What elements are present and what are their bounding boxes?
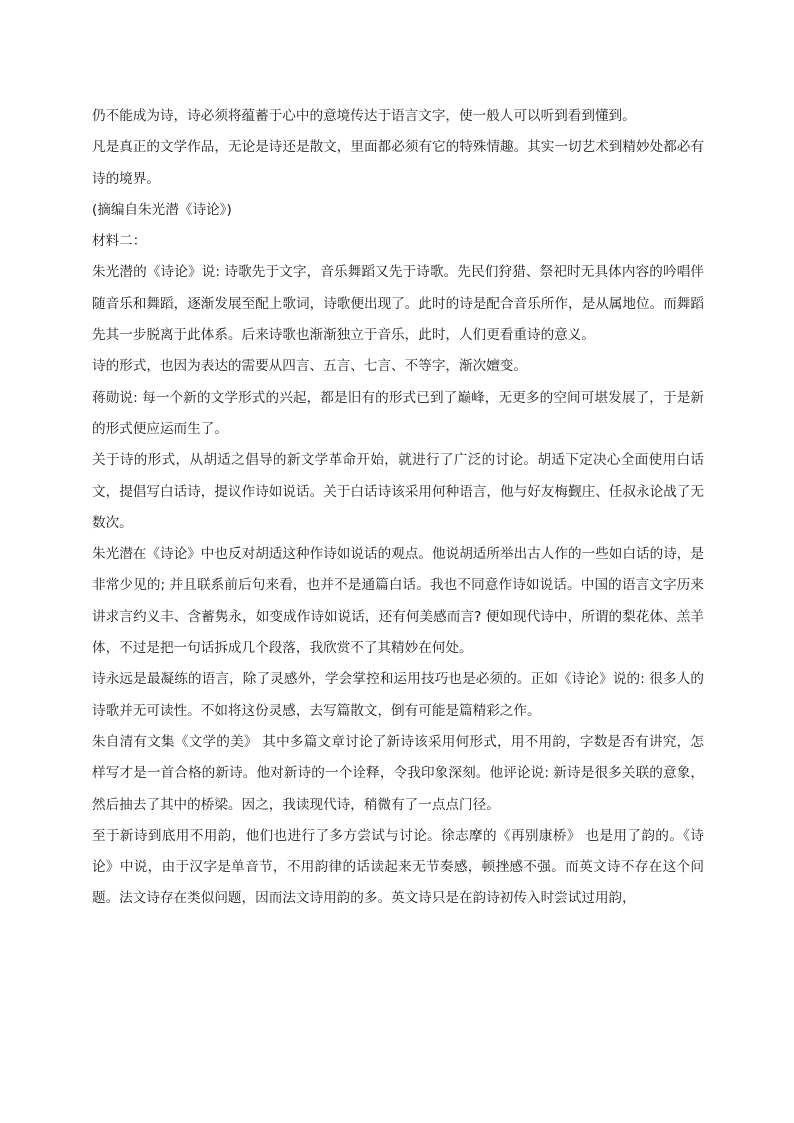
source-citation: (摘编自朱光潜《诗论》) xyxy=(92,201,232,218)
paragraph-jiang-xun-quote: 蒋勋说: 每一个新的文学形式的兴起，都是旧有的形式已到了巅峰，无更多的空间可堪发展了，于是新的形式便应运而生了。 xyxy=(92,389,704,437)
paragraph-poetic-realm: 凡是真正的文学作品，无论是诗还是散文，里面都必须有它的特殊情趣。其实一切艺术到精妙处都必有诗的境界。 xyxy=(92,139,704,187)
paragraph-zhu-guangqian-objection: 朱光潜在《诗论》中也反对胡适这种作诗如说话的观点。他说胡适所举出古人作的一些如白话的诗，是非常少见的; 并且联系前后句来看，也并不是通篇白话。我也不同意作诗如说话。中国的语言文字历来讲求言约义丰、含蓄隽永，如变成作诗如说话，还有何美感而言? 便如现代诗中，所谓的梨花体、羔羊体，不过是把一句话拆成几个段落，我欣赏不了其精妙在何处。 xyxy=(92,546,704,657)
paragraph-zhu-ziqing-new-poetry: 朱自清有文集《文学的美》 其中多篇文章讨论了新诗该采用何形式，用不用韵，字数是否有讲究，怎样写才是一首合格的新诗。他对新诗的一个诠释，令我印象深刻。他评论说: 新诗是很多关联的意象，然后抽去了其中的桥梁。因之，我读现代诗，稍微有了一点点门径。 xyxy=(92,733,704,813)
paragraph-poetic-form-evolution: 诗的形式，也因为表达的需要从四言、五言、七言、不等字，渐次嬗变。 xyxy=(92,358,527,375)
paragraph-rhyme-discussion: 至于新诗到底用不用韵，他们也进行了多方尝试与讨论。徐志摩的《再别康桥》 也是用了韵的。《诗论》中说，由于汉字是单音节，不用韵律的话读起来无节奏感，顿挫感不强。而英文诗不存在这个问题。法文诗存在类似问题，因而法文诗用韵的多。英文诗只是在韵诗初传入时尝试过用韵， xyxy=(92,827,704,907)
paragraph-poetry-origin: 朱光潜的《诗论》说: 诗歌先于文字，音乐舞蹈又先于诗歌。先民们狩猎、祭祀时无具体内容的吟唱伴随音乐和舞蹈，逐渐发展至配上歌词，诗歌便出现了。此时的诗是配合音乐所作，是从属地位。而舞蹈先其一步脱离于此体系。后来诗歌也渐渐独立于音乐，此时，人们更看重诗的意义。 xyxy=(92,264,704,344)
material-two-heading: 材料二： xyxy=(92,233,147,250)
paragraph-poetry-concise-language: 诗永远是最凝练的语言，除了灵感外，学会掌控和运用技巧也是必须的。正如《诗论》说的: 很多人的诗歌并无可读性。不如将这份灵感，去写篇散文，倒有可能是篇精彩之作。 xyxy=(92,671,704,719)
paragraph-poetry-expression: 仍不能成为诗，诗必须将蕴蓄于心中的意境传达于语言文字，使一般人可以听到看到懂到。 xyxy=(92,108,636,124)
document-body xyxy=(92,101,704,915)
paragraph-hu-shi-vernacular: 关于诗的形式，从胡适之倡导的新文学革命开始，就进行了广泛的讨论。胡适下定决心全面使用白话文，提倡写白话诗，提议作诗如说话。关于白话诗该采用何种语言，他与好友梅觐庄、任叔永论战了无数次。 xyxy=(92,452,704,531)
